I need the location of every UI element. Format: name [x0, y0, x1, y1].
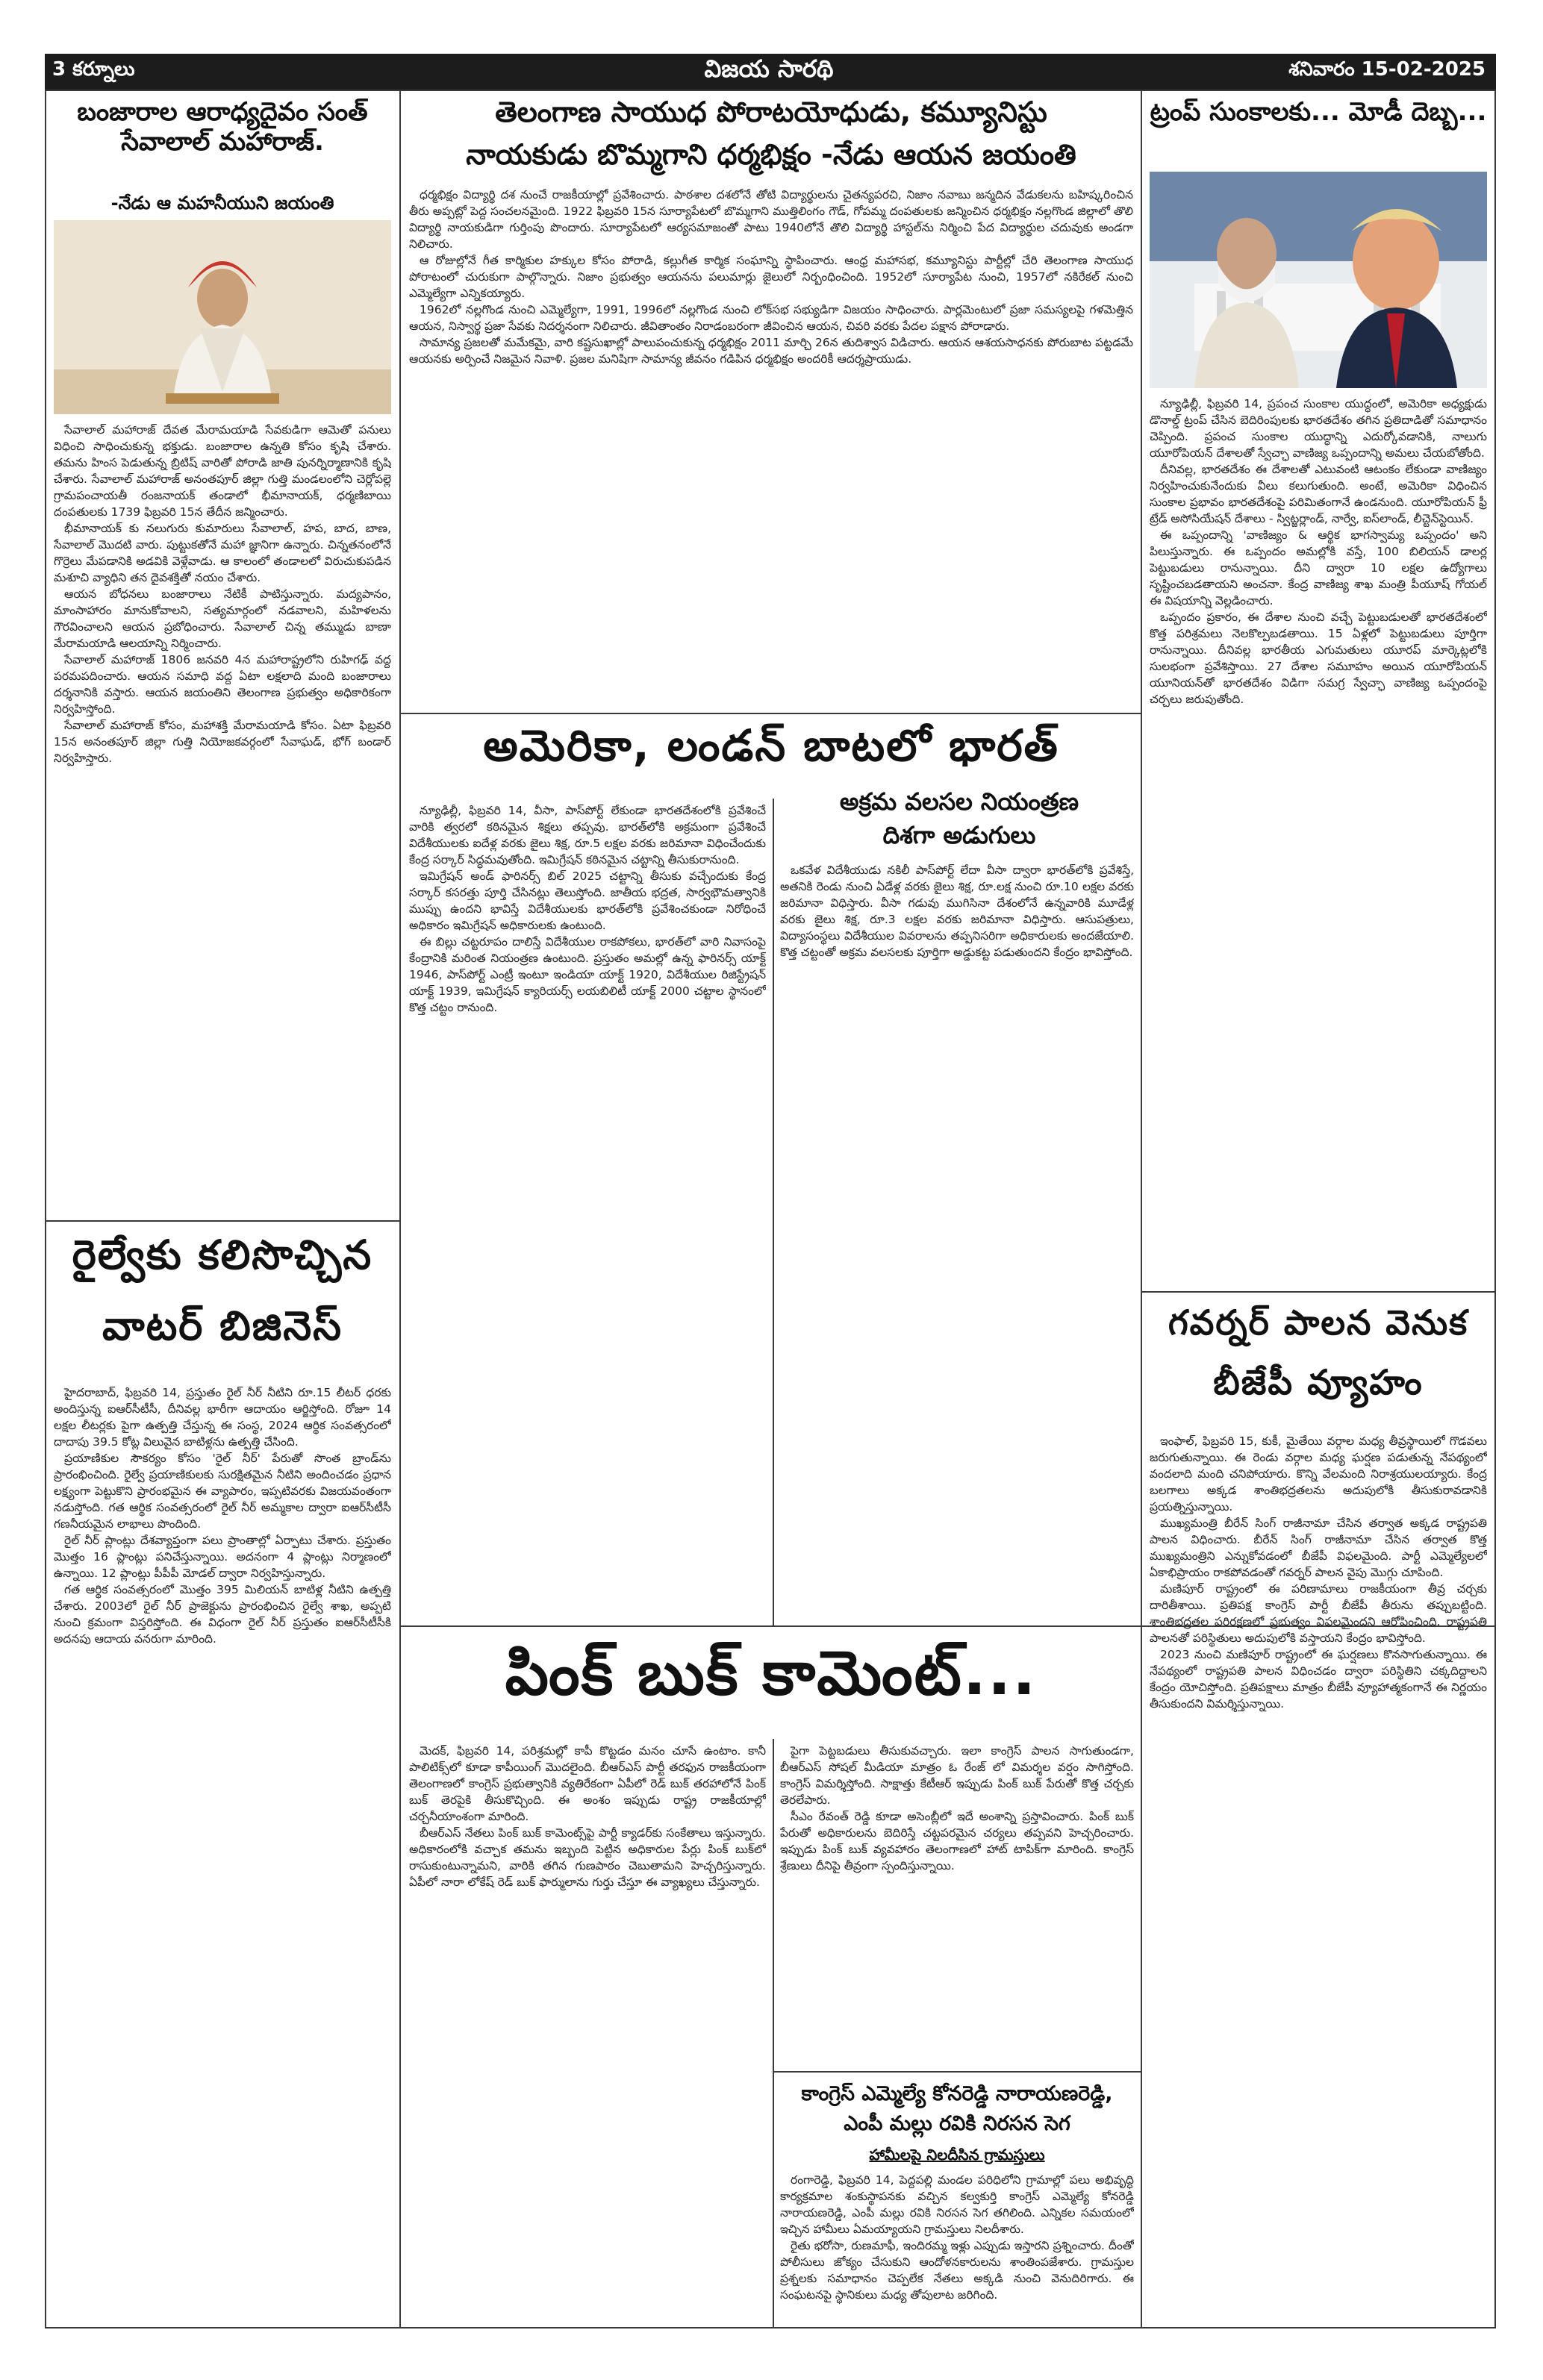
governor-paragraph: ముఖ్యమంత్రి బీరేన్ సింగ్ రాజీనామా చేసిన తర్వాత అక్కడ రాష్ట్రపతి పాలన విధించారు. బీరేన్ సింగ్ రాజీనామా చేసిన తర్వాత కొత్త ముఖ్యమంత్రిని ఎన్నుకోవడంలో బీజేపీ విఫలమైంది. పార్టీ ఎమ్మెల్యేలలో ఏకాభిప్రాయం రాకపోవడంతో గవర్నర్ పాలన వైపు మొగ్గు చూపింది. — [1150, 1517, 1487, 1579]
reddy-paragraph: రంగారెడ్డి, ఫిబ్రవరి 14, పెద్దపల్లి మండల పరిధిలోని గ్రామాల్లో పలు అభివృద్ధి కార్యక్రమాల శంకుస్థాపనకు వచ్చిన కల్వకుర్తి కాంగ్రెస్ ఎమ్మెల్యే కోనరెడ్డి నారాయణరెడ్డి, ఎంపీ మల్లు రవికి నిరసన సెగ తగిలింది. ఎన్నికల సమయంలో ఇచ్చిన హామీలు ఏమయ్యాయని గ్రామస్తులు నిలదీశారు. — [780, 2173, 1134, 2236]
pinkbook-paragraph: సీఎం రేవంత్ రెడ్డి కూడా అసెంబ్లీలో ఇదే అంశాన్ని ప్రస్తావించారు. పింక్ బుక్ పేరుతో అధికారులను బెదిరిస్తే చట్టపరమైన చర్యలు తప్పవని హెచ్చరించారు. ఇప్పుడు పింక్ బుక్ వ్యవహారం తెలంగాణలో హాట్ టాపిక్‌గా మారింది. కాంగ్రెస్ శ్రేణులు దీనిపై తీవ్రంగా స్పందిస్తున్నాయి. — [780, 1810, 1134, 1873]
sevalal-headline: బంజారాల ఆరాధ్యదైవం సంత్ సేవాలాల్ మహారాజ్. — [77, 97, 368, 157]
rule-sevalal-railway — [45, 1220, 400, 1222]
railway-paragraph: హైదరాబాద్, ఫిబ్రవరి 14, ప్రస్తుతం రైల్ నీర్ నీటిని రూ.15 లీటర్ ధరకు అందిస్తున్న ఐఆర్‌సీటీసీ, దీనివల్ల భారీగా ఆదాయం ఆర్జిస్తోంది. రోజూ 14 లక్షల లీటర్లకు పైగా ఉత్పత్తి చేస్తున్న ఈ సంస్థ, 2024 ఆర్థిక సంవత్సరంలో దాదాపు 39.5 కోట్ల విలువైన బాటిళ్లను ఉత్పత్తి చేసింది. — [54, 1386, 391, 1449]
america-subhead-line1: అక్రమ వలసల నియంత్రణ — [839, 787, 1079, 816]
governor-paragraph: 2023 నుంచి మణిపూర్ రాష్ట్రంలో ఈ ఘర్షణలు కొనసాగుతున్నాయి. ఈ నేపథ్యంలో రాష్ట్రపతి పాలన విధించడం ద్వారా పరిస్థితిని చక్కదిద్దాలని కేంద్రం యోచిస్తోంది. ప్రతిపక్షాలు మాత్రం బీజేపీ వ్యూహాత్మకంగానే ఈ నిర్ణయం తీసుకుందని విమర్శిస్తున్నాయి. — [1150, 1648, 1487, 1711]
paper-name: విజయ సారథి — [704, 54, 834, 83]
rule-dharma-america — [400, 713, 1141, 714]
governor-paragraph: మణిపూర్ రాష్ట్రంలో ఈ పరిణామాలు రాజకీయంగా తీవ్ర చర్చకు దారితీశాయి. ప్రతిపక్ష కాంగ్రెస్ పార్టీ బీజేపీ తీరును తప్పుబట్టింది. శాంతిభద్రతల పరిరక్షణలో ప్రభుత్వం విఫలమైందని ఆరోపించింది. రాష్ట్రపతి పాలనతో పరిస్థితులు అదుపులోకి వస్తాయని కేంద్రం భావిస్తోంది. — [1150, 1582, 1487, 1645]
america-body-left — [409, 802, 766, 1620]
dharmabhiksham-paragraph: 1962లో నల్లగొండ నుంచి ఎమ్మెల్యేగా, 1991, 1996లో నల్లగొండ నుంచి లోక్‌సభ సభ్యుడిగా విజయం సాధించారు. పార్లమెంటులో ప్రజా సమస్యలపై గళమెత్తిన ఆయన, నిస్వార్థ ప్రజా సేవకు నిదర్శనంగా నిలిచారు. జీవితాంతం నిరాడంబరంగా జీవించిన ఆయన, చివరి వరకు పేదల పక్షాన పోరాడారు. — [409, 303, 1133, 333]
dharmabhiksham-paragraph: ధర్మభిక్షం విద్యార్థి దశ నుంచే రాజకీయాల్లో ప్రవేశించారు. పాఠశాల దశలోనే తోటి విద్యార్థులను చైతన్యపరచి, నిజాం నవాబు జన్మదిన వేడుకలను బహిష్కరించిన తీరు అప్పట్లో పెద్ద సంచలనమైంది. 1922 ఫిబ్రవరి 15న సూర్యాపేటలో బొమ్మగాని ముత్తిలింగం గౌడ్, గోపమ్మ దంపతులకు జన్మించిన ధర్మభిక్షం నల్లగొండ జిల్లాలో తొలి విద్యార్థి నాయకుడిగా గుర్తింపు పొందారు. సూర్యాపేటలో ఆర్యసమాజంతో పాటు 1940లోనే తొలి విద్యార్థి హాస్టల్‌ను నిర్మించి పేద విద్యార్థుల చదువుకు అండగా నిలిచారు. — [409, 188, 1133, 251]
reddy-headline-line2: ఎంపీ మల్లు రవికి నిరసన సెగ — [844, 2112, 1070, 2135]
america-paragraph: ఇమిగ్రేషన్ అండ్ ఫారినర్స్ బిల్ 2025 చట్టాన్ని తీసుకు వచ్చేందుకు కేంద్ర సర్కార్ కసరత్తు పూర్తి చేసినట్లు తెలుస్తోంది. జాతీయ భద్రత, సార్వభౌమత్వానికి ముప్పు ఉందని భావిస్తే విదేశీయులకు భారత్‌లోకి ప్రవేశించకుండా నిరోధించే అధికారం ఇమిగ్రేషన్ అధికారులకు ఉంటుంది. — [409, 869, 766, 932]
reddy-paragraph: రైతు భరోసా, రుణమాఫీ, ఇందిరమ్మ ఇళ్లు ఎప్పుడు ఇస్తారని ప్రశ్నించారు. దీంతో పోలీసులు జోక్యం చేసుకుని ఆందోళనకారులను శాంతింపజేశారు. గ్రామస్తుల ప్రశ్నలకు సమాధానం చెప్పలేక నేతలు అక్కడి నుంచి వెనుదిరిగారు. ఈ సంఘటనపై స్థానికులు మధ్య తోపులాట జరిగింది. — [780, 2239, 1134, 2302]
governor-headline-line2: బీజేపీ వ్యూహం — [1213, 1362, 1424, 1402]
railway-headline-line1: రైల్వేకు కలిసొచ్చిన — [72, 1231, 373, 1278]
column-rule-america — [773, 799, 774, 1625]
rule-trump-governor — [1141, 1291, 1496, 1293]
pinkbook-paragraph: మెదక్, ఫిబ్రవరి 14, పరిశ్రమల్లో కాపీ కొట్టడం మనం చూసే ఉంటాం. కానీ పాలిటిక్స్‌లో కూడా కాపీయింగ్ మొదలైంది. బీఆర్ఎస్ పార్టీ తరఫున రాజకీయంగా తెలంగాణలో కాంగ్రెస్ ప్రభుత్వానికి వ్యతిరేకంగా ఏపీలో రెడ్ బుక్ తరహాలోనే పింక్ బుక్ తెరపైకి తీసుకొచ్చింది. ఈ అంశం ఇప్పుడు రాష్ట్ర రాజకీయాల్లో చర్చనీయాంశంగా మారింది. — [409, 1744, 766, 1823]
governor-paragraph: ఇంఫాల్, ఫిబ్రవరి 15, కుకీ, మైతేయి వర్గాల మధ్య తీవ్రస్థాయిలో గొడవలు జరుగుతున్నాయి. ఈ రెండు వర్గాల మధ్య ఘర్షణ పడుతున్న నేపథ్యంలో వందలాది మంది చనిపోయారు. కొన్ని వేలమంది నిరాశ్రయులయ్యారు. కేంద్ర బలగాలు అక్కడ శాంతిభద్రతలను అదుపులోకి తీసుకురావడానికి ప్రయత్నిస్తున్నాయి. — [1150, 1434, 1487, 1514]
railway-paragraph: గత ఆర్థిక సంవత్సరంలో మొత్తం 395 మిలియన్ బాటిళ్ల నీటిని ఉత్పత్తి చేశారు. 2003లో రైల్ నీర్ ప్రాజెక్టును ప్రారంభించిన రైల్వే శాఖ, అప్పటి నుంచి క్రమంగా విస్తరిస్తోంది. ఈ విధంగా రైల్ నీర్ ప్రస్తుతం ఐఆర్‌సీటీసీకి అదనపు ఆదాయ వనరుగా మారింది. — [54, 1583, 391, 1646]
column-rule-pinkbook — [773, 1739, 774, 2329]
sevalal-paragraph: భీమానాయక్ కు నలుగురు కుమారులు సేవాలాల్, హప, బాద, బాణ, సేవాలాల్ మొదటి వారు. పుట్టుకతోనే మహా జ్ఞానిగా ఉన్నారు. చిన్నతనంలోనే గొర్రెలు మేపడానికి అడవికి వెళ్లేవాడు. ఆ కాలంలో తండాలలో విరుచుకుపడిన మశూచి వ్యాధిని తన దైవశక్తితో నయం చేశారు. — [54, 522, 391, 584]
rule-reddy — [773, 2071, 1141, 2073]
sevalal-photo — [54, 220, 391, 414]
sevalal-body — [54, 422, 391, 1213]
sevalal-paragraph: సేవాలాల్ మహారాజ్ 1806 జనవరి 4న మహారాష్ట్రలోని రుహిగఢ్ వద్ద పరమపదించారు. ఆయన సమాధి వద్ద ఏటా లక్షలాది మంది బంజారాలు దర్శనానికి వస్తారు. ఆయన జయంతిని తెలంగాణ ప్రభుత్వం అధికారికంగా నిర్వహిస్తోంది. — [54, 653, 391, 716]
pinkbook-body-mid — [780, 1743, 1134, 2064]
america-headline: అమెరికా, లండన్ బాటలో భారత్ — [483, 720, 1059, 771]
pinkbook-paragraph: పైగా పెట్టబడులు తీసుకువచ్చారు. ఇలా కాంగ్రెస్ పాలన సాగుతుండగా, బీఆర్ఎస్ సోషల్ మీడియా మాత్రం ఓ రేంజ్ లో విమర్శల వర్షం సాగిస్తోంది. కాంగ్రెస్ విమర్శిస్తోంది. సాక్షాత్తు కేటీఆర్ ఇప్పుడు పింక్ బుక్ పేరుతో కొత్త చర్చకు తెరలేపారు. — [780, 1744, 1134, 1807]
modi-trump-photo — [1150, 172, 1487, 388]
trump-paragraph: ఒప్పందం ప్రకారం, ఈ దేశాల నుంచి వచ్చే పెట్టుబడులతో భారతదేశంలో కొత్త పరిశ్రమలు నెలకొల్పబడతాయి. 15 ఏళ్లలో పెట్టుబడులు పూర్తిగా రానున్నాయి. దీనివల్ల భారతీయ ఎగుమతులు యూరప్ మార్కెట్లలోకి సులభంగా ప్రవేశిస్తాయి. 27 దేశాల సమూహం అయిన యూరోపియన్ యూనియన్‌తో భారతదేశం విడిగా సమగ్ర స్వేచ్ఛా వాణిజ్య ఒప్పందంపై చర్చలు జరుపుతోంది. — [1150, 610, 1487, 706]
trump-paragraph: దీనివల్ల, భారతదేశం ఈ దేశాలతో ఎటువంటి ఆటంకం లేకుండా వాణిజ్యం నిర్వహించుకునేందుకు వీలు కలుగుతుంది. అంటే, అమెరికా విధించిన సుంకాల ప్రభావం భారతదేశంపై పరిమితంగానే ఉండనుంది. యూరోపియన్ ఫ్రీ ట్రేడ్ అసోసియేషన్ దేశాలు - స్విట్జర్లాండ్, నార్వే, ఐస్‌లాండ్, లీచ్టెన్‌స్టెయిన్. — [1150, 463, 1487, 525]
reddy-subhead: హామీలపై నిలదీసిన గ్రామస్తులు — [869, 2146, 1045, 2164]
masthead-bar — [45, 54, 1496, 90]
america-paragraph: న్యూఢిల్లీ, ఫిబ్రవరి 14, వీసా, పాస్‌పోర్ట్ లేకుండా భారతదేశంలోకి ప్రవేశించే వారికి త్వరలో కఠినమైన శిక్షలు తప్పవు. భారత్‌లోకి అక్రమంగా ప్రవేశించే విదేశీయులకు ఐదేళ్ల వరకు జైలు శిక్ష, రూ.5 లక్షల వరకు జరిమానా విధించేందుకు కేంద్ర సర్కార్ సిద్ధమవుతోంది. ఇమిగ్రేషన్ కఠినమైన చట్టాన్ని తీసుకురానుంది. — [409, 804, 766, 866]
trump-paragraph: న్యూఢిల్లీ, ఫిబ్రవరి 14, ప్రపంచ సుంకాల యుద్ధంలో, అమెరికా అధ్యక్షుడు డొనాల్డ్ ట్రంప్ చేసిన బెదిరింపులకు భారతదేశం తగిన ప్రతిదాడితో సమాధానం చెప్పింది. ప్రపంచ సుంకాల యుద్ధాన్ని ఎదుర్కోవడానికి, నాలుగు యూరోపియన్ దేశాలతో స్వేచ్ఛా వాణిజ్య ఒప్పందాన్ని అమలు చేయబోతోంది. — [1150, 397, 1487, 460]
reddy-body — [780, 2172, 1134, 2321]
governor-headline-line1: గవర్నర్ పాలన వెనుక — [1168, 1302, 1469, 1343]
america-subhead-line2: దిశగా అడుగులు — [882, 821, 1036, 849]
pinkbook-body-left — [409, 1743, 766, 2321]
dharmabhiksham-headline-line1: తెలంగాణ సాయుధ పోరాటయోధుడు, కమ్యూనిస్టు — [495, 96, 1047, 128]
railway-headline-line2: వాటర్ బిజినెస్ — [102, 1302, 343, 1349]
dharmabhiksham-paragraph: ఆ రోజుల్లోనే గీత కార్మికుల హక్కుల కోసం పోరాడి, కల్లుగీత కార్మిక సంఘాన్ని స్థాపించారు. ఆంధ్ర మహాసభ, కమ్యూనిస్టు పార్టీల్లో చేరి తెలంగాణ సాయుధ పోరాటంలో చురుకుగా పాల్గొన్నారు. నిజాం ప్రభుత్వం ఆయనను పలుమార్లు జైలులో నిర్బంధించింది. 1952లో సూర్యాపేట నుంచి, 1957లో నకిరేకల్ నుంచి ఎమ్మెల్యేగా ఎన్నికయ్యారు. — [409, 254, 1133, 300]
america-paragraph: ఒకవేళ విదేశీయుడు నకిలీ పాస్‌పోర్ట్ లేదా వీసా ద్వారా భారత్‌లోకి ప్రవేశిస్తే, అతనికి రెండు నుంచి ఏడేళ్ల వరకు జైలు శిక్ష, రూ.లక్ష నుంచి రూ.10 లక్షల వరకు జరిమానా విధిస్తారు. వీసా గడువు ముగిసినా దేశంలోనే ఉన్నవారికి మూడేళ్ల వరకు జైలు శిక్ష, రూ.3 లక్షల వరకు జరిమానా విధిస్తారు. ఆసుపత్రులు, విద్యాసంస్థలు విదేశీయుల వివరాలను తప్పనిసరిగా అధికారులకు అందజేయాలి. కొత్త చట్టంతో అక్రమ వలసలకు పూర్తిగా అడ్డుకట్ట పడుతుందని కేంద్రం భావిస్తోంది. — [780, 863, 1134, 959]
page-label: 3 కర్నూలు — [52, 58, 135, 81]
column-rule-right-lower — [1141, 1291, 1142, 2329]
reddy-headline-line1: కాంగ్రెస్ ఎమ్మెల్యే కోనరెడ్డి నారాయణరెడ్డి, — [801, 2082, 1113, 2105]
pinkbook-headline: పింక్ బుక్ కామెంట్... — [505, 1638, 1038, 1709]
sevalal-subhead: -నేడు ఆ మహనీయుని జయంతి — [110, 193, 334, 213]
america-body-right — [780, 862, 1134, 1620]
pinkbook-paragraph: బీఆర్ఎస్ నేతలు పింక్ బుక్ కామెంట్స్‌పై పార్టీ క్యాడర్‌కు సంకేతాలు ఇస్తున్నారు. అధికారంలోకి వచ్చాక తమను ఇబ్బంది పెట్టిన అధికారుల పేర్లు పింక్ బుక్‌లో రాసుకుంటున్నామని, వారికి తగిన గుణపాఠం చెబుతామని హెచ్చరిస్తున్నారు. ఏపీలో నారా లోకేష్ రెడ్ బుక్ ఫార్ములాను గుర్తు చేస్తూ ఈ వ్యాఖ్యలు చేస్తున్నారు. — [409, 1826, 766, 1889]
trump-headline: ట్రంప్ సుంకాలకు... మోడీ దెబ్బ... — [1150, 97, 1487, 127]
issue-date: శనివారం 15-02-2025 — [1288, 58, 1486, 81]
sevalal-paragraph: ఆయన బోధనలు బంజారాలు నేటికీ పాటిస్తున్నారు. మద్యపానం, మాంసాహారం మానుకోవాలని, సత్యమార్గంలో నడవాలని, మహిళలను గౌరవించాలని ఆయన ప్రబోధించారు. సేవాలాల్ చిన్న తమ్ముడు బాణా మేరామయాడి ఆలయాన్ని నిర్మించారు. — [54, 587, 391, 650]
sevalal-paragraph: సేవాలాల్ మహారాజ్ కోసం, మహాశక్తి మేరామయాడి కోసం. ఏటా ఫిబ్రవరి 15న అనంతపూర్ జిల్లా గుత్తి నియోజకవర్గంలో సేవాఘడ్, భోగ్ బండార్ నిర్వహిస్తారు. — [54, 719, 391, 765]
column-rule-left — [399, 90, 401, 2329]
railway-paragraph: ప్రయాణికుల సౌకర్యం కోసం 'రైల్ నీర్' పేరుతో సొంత బ్రాండ్‌ను ప్రారంభించింది. రైల్వే ప్రయాణికులకు సురక్షితమైన నీటిని అందించడం ప్రధాన లక్ష్యంగా పెట్టుకొని ప్రారంభమైన ఈ వ్యాపారం, ఇప్పటివరకు విజయవంతంగా నడుస్తోంది. గత ఆర్థిక సంవత్సరంలో రైల్ నీర్ అమ్మకాల ద్వారా ఐఆర్‌సీటీసీ గణనీయమైన లాభాలు పొందింది. — [54, 1452, 391, 1531]
trump-paragraph: ఈ ఒప్పందాన్ని 'వాణిజ్యం & ఆర్థిక భాగస్వామ్య ఒప్పందం' అని పిలుస్తున్నారు. ఈ ఒప్పందం అమల్లోకి వస్తే, 100 బిలియన్ డాలర్ల పెట్టుబడులు రానున్నాయి. దీని ద్వారా 10 లక్షల ఉద్యోగాలు సృష్టించబడతాయని అంచనా. కేంద్ర వాణిజ్య శాఖ మంత్రి పీయూష్ గోయల్ ఈ విషయాన్ని వెల్లడించారు. — [1150, 528, 1487, 608]
railway-paragraph: రైల్ నీర్ ప్లాంట్లు దేశవ్యాప్తంగా పలు ప్రాంతాల్లో ఏర్పాటు చేశారు. ప్రస్తుతం మొత్తం 16 ప్లాంట్లు పనిచేస్తున్నాయి. అదనంగా 4 ప్లాంట్లు నిర్మాణంలో ఉన్నాయి. 12 ప్లాంట్లు పీపీపీ మోడల్ ద్వారా నిర్వహిస్తున్నారు. — [54, 1534, 391, 1580]
america-paragraph: ఈ బిల్లు చట్టరూపం దాలిస్తే విదేశీయుల రాకపోకలు, భారత్‌లో వారి నివాసంపై కేంద్రానికి మరింత నియంత్రణ ఉంటుంది. ప్రస్తుతం అమల్లో ఉన్న ఫారినర్స్ యాక్ట్ 1946, పాస్‌పోర్ట్ ఎంట్రీ ఇంటూ ఇండియా యాక్ట్ 1920, విదేశీయుల రిజిస్ట్రేషన్ యాక్ట్ 1939, ఇమిగ్రేషన్ క్యారియర్స్ లయబిలిటీ యాక్ట్ 2000 చట్టాల స్థానంలో కొత్త చట్టం రానుంది. — [409, 935, 766, 1014]
governor-body — [1150, 1433, 1487, 2321]
railway-body — [54, 1384, 391, 2321]
trump-body — [1150, 396, 1487, 1284]
column-rule-right — [1141, 90, 1142, 1291]
sevalal-paragraph: సేవాలాల్ మహారాజ్ దేవత మేరామయాడి సేవకుడిగా ఆమెతో పనులు విధించి సాధించుకున్న భక్తుడు. బంజారాల ఉన్నతి కోసం కృషి చేశారు. తమను హింస పెడుతున్న బ్రిటిష్ వారితో పోరాడి జాతి పునర్నిర్మాణానికి కృషి చేశారు. సేవాలాల్ మహారాజ్ అనంతపూర్ జిల్లా గుత్తి మండలంలోని చెర్లోపల్లె గ్రామపంచాయతీ రంజనాయక్ తండాలో భీమానాయక్, ధర్మణిబాయి దంపతులకు 1739 ఫిబ్రవరి 15న తేదీన జన్మించారు. — [54, 423, 391, 519]
dharmabhiksham-headline-line2: నాయకుడు బొమ్మగాని ధర్మభిక్షం -నేడు ఆయన జయంతి — [466, 138, 1076, 171]
dharmabhiksham-paragraph: సామాన్య ప్రజలతో మమేకమై, వారి కష్టసుఖాల్లో పాలుపంచుకున్న ధర్మభిక్షం 2011 మార్చి 26న తుదిశ్వాస విడిచారు. ఆయన ఆశయసాధనకు పోరుబాట పట్టడమే ఆయనకు అర్పించే నిజమైన నివాళి. ప్రజల మనిషిగా సామాన్య జీవనం గడిపిన ధర్మభిక్షం అందరికీ ఆదర్శప్రాయుడు. — [409, 336, 1133, 366]
dharmabhiksham-body — [409, 187, 1133, 705]
